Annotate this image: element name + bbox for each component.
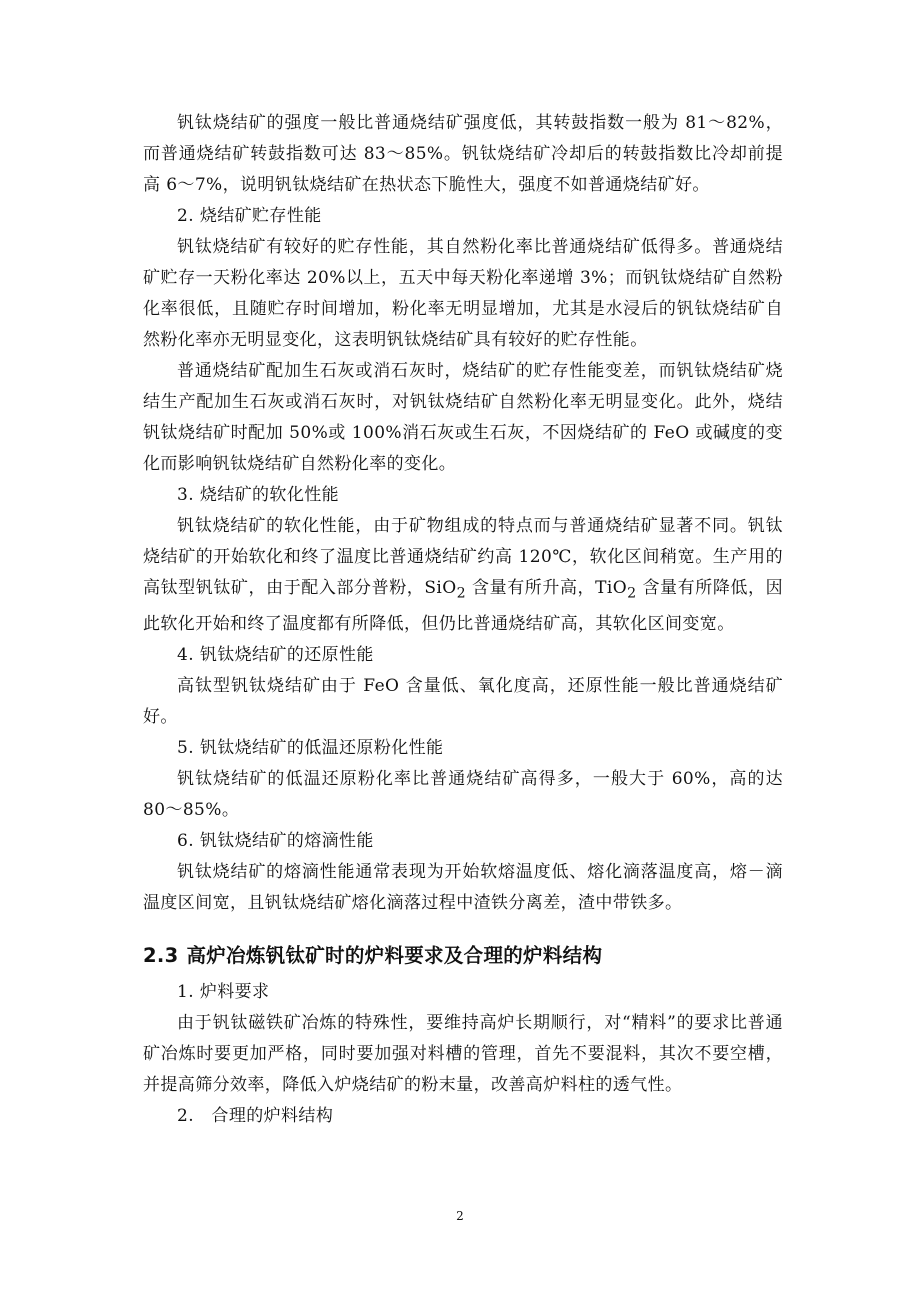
page-content: [143, 108, 783, 1132]
section-title: 高炉冶炼钒钛矿时的炉料要求及合理的炉料结构: [186, 944, 603, 968]
heading-burden-structure: 2. 合理的炉料结构: [177, 1106, 334, 1127]
paragraph-reduction: 高钛型钒钛烧结矿由于 FeO 含量低、氧化度高，还原性能一般比普通烧结矿好。: [143, 676, 783, 728]
paragraph-softening: [143, 511, 783, 640]
heading-burden-requirements: 1. 炉料要求: [177, 982, 270, 1003]
subscript-sio2: 2: [456, 585, 467, 602]
heading-low-temp: 5. 钒钛烧结矿的低温还原粉化性能: [177, 738, 444, 759]
softening-text-2: 含量有所升高，TiO: [466, 578, 628, 598]
section-number: 2.3: [143, 944, 179, 968]
paragraph-melting: 钒钛烧结矿的熔滴性能通常表现为开始软熔温度低、熔化滴落温度高，熔－滴温度区间宽，且钒钛烧结矿熔化滴落过程中渣铁分离差，渣中带铁多。: [143, 862, 783, 914]
heading-storage: 2. 烧结矿贮存性能: [177, 206, 322, 226]
heading-melting: 6. 钒钛烧结矿的熔滴性能: [177, 831, 374, 852]
heading-reduction: 4. 钒钛烧结矿的还原性能: [177, 645, 374, 666]
paragraph-low-temp: 钒钛烧结矿的低温还原粉化率比普通烧结矿高得多，一般大于 60%，高的达 80～85%。: [143, 769, 783, 821]
paragraph-storage-2: 普通烧结矿配加生石灰或消石灰时，烧结矿的贮存性能变差，而钒钛烧结矿烧结生产配加生石灰或消石灰时，对钒钛烧结矿自然粉化率无明显变化。此外，烧结钒钛烧结矿时配加 50%或 100%消石灰或生石灰，不因烧结矿的 FeO 或碱度的变化而影响钒钛烧结矿自然粉化率的变化。: [143, 361, 783, 474]
heading-softening: 3. 烧结矿的软化性能: [177, 485, 340, 505]
paragraph-burden-requirements: 由于钒钛磁铁矿冶炼的特殊性，要维持高炉长期顺行，对“精料”的要求比普通矿冶炼时要更加严格，同时要加强对料槽的管理，首先不要混料，其次不要空槽，并提高筛分效率，降低入炉烧结矿的粉末量，改善高炉料柱的透气性。: [143, 1013, 783, 1096]
softening-text-1: 钒钛烧结矿的软化性能，由于矿物组成的特点而与普通烧结矿显著不同。钒钛烧结矿的开始软化和终了温度比普通烧结矿约高 120℃，软化区间稍宽。生产用的高钛型钒钛矿，由于配入部分普粉，SiO: [143, 516, 783, 598]
subscript-tio2: 2: [627, 585, 637, 602]
section-heading: [143, 939, 783, 973]
paragraph-strength: 钒钛烧结矿的强度一般比普通烧结矿强度低，其转鼓指数一般为 81～82%，而普通烧结矿转鼓指数可达 83～85%。钒钛烧结矿冷却后的转鼓指数比冷却前提高 6～7%，说明钒钛烧结矿在热状态下脆性大，强度不如普通烧结矿好。: [143, 113, 783, 195]
softening-text-3: 含量有所降低，因此软化开始和终了温度都有所降低，但仍比普通烧结矿高，其软化区间变宽。: [143, 578, 783, 635]
paragraph-storage-1: 钒钛烧结矿有较好的贮存性能，其自然粉化率比普通烧结矿低得多。普通烧结矿贮存一天粉化率达 20%以上，五天中每天粉化率递增 3%；而钒钛烧结矿自然粉化率很低，且随贮存时间增加，粉化率无明显增加，尤其是水浸后的钒钛烧结矿自然粉化率亦无明显变化，这表明钒钛烧结矿具有较好的贮存性能。: [143, 237, 783, 350]
page-number: 2: [456, 1209, 464, 1223]
